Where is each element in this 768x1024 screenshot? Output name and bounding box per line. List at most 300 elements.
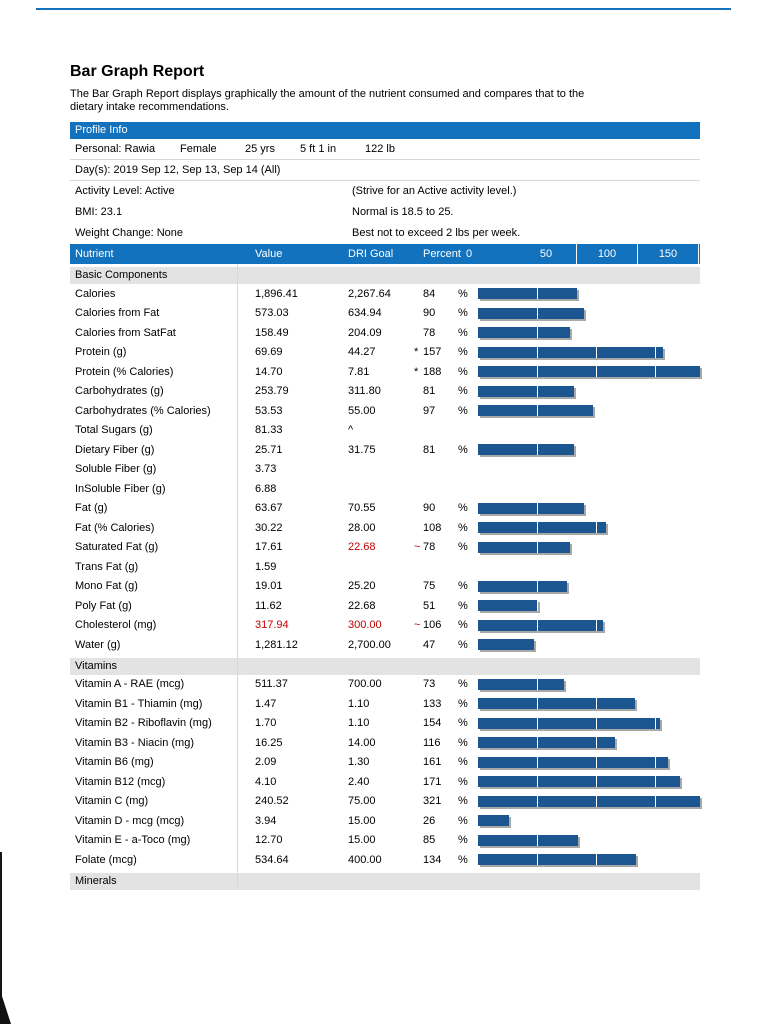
percent-value: 51: [423, 599, 436, 612]
bar-tick-100: [596, 698, 597, 709]
bar-cell: [458, 444, 700, 456]
profile-height: 5 ft 1 in: [300, 143, 337, 155]
nutrient-name: Calories from Fat: [75, 307, 160, 320]
bar-tick-100: [596, 347, 597, 358]
section-header: [70, 267, 700, 284]
percent-cell: [410, 346, 458, 358]
percent-sign: %: [458, 795, 468, 808]
nutrient-goal: 15.00: [348, 834, 376, 847]
nutrient-name: Soluble Fiber (g): [75, 463, 157, 476]
percent-bar: [478, 639, 534, 650]
table-row: [70, 772, 700, 792]
bar-track: [478, 698, 700, 709]
table-row: [70, 343, 700, 363]
percent-flag: [414, 385, 423, 397]
percent-value: 106: [423, 619, 442, 632]
bar-track: [478, 366, 700, 377]
nutrient-name: Vitamin B2 - Riboflavin (mg): [75, 717, 212, 730]
percent-sign: %: [458, 580, 468, 593]
weight-change-note: Best not to exceed 2 lbs per week.: [352, 227, 521, 239]
percent-value: 161: [423, 756, 442, 769]
percent-bar: [478, 522, 606, 533]
bar-tick-50: [537, 698, 538, 709]
nutrient-name: Carbohydrates (g): [75, 385, 164, 398]
percent-cell: [410, 522, 458, 534]
percent-sign: %: [458, 307, 468, 320]
percent-flag: [414, 307, 423, 319]
nutrient-value: 4.10: [255, 775, 277, 788]
bar-tick-100: [596, 757, 597, 768]
percent-sign: %: [458, 853, 468, 866]
table-row: [70, 831, 700, 851]
percent-bar: [478, 308, 584, 319]
table-row: [70, 362, 700, 382]
table-row: [70, 538, 700, 558]
nutrient-name: Vitamin D - mcg (mcg): [75, 814, 185, 827]
bar-tick-100: [596, 854, 597, 865]
bar-cell: [458, 737, 700, 749]
percent-sign: %: [458, 717, 468, 730]
table-row: [70, 284, 700, 304]
nutrient-value: 14.70: [255, 365, 283, 378]
bar-tick-100: [596, 522, 597, 533]
percent-cell: [410, 698, 458, 710]
percent-cell: [410, 307, 458, 319]
bar-cell: [458, 580, 700, 592]
percent-flag: [414, 502, 423, 514]
nutrient-goal: 22.68: [348, 599, 376, 612]
nutrient-value: 1.70: [255, 717, 277, 730]
percent-sign: %: [458, 599, 468, 612]
bar-cell: [458, 307, 700, 319]
column-separator: [237, 264, 238, 890]
section-header: [70, 873, 700, 890]
weight-change: Weight Change: None: [75, 227, 184, 239]
table-row: [70, 596, 700, 616]
nutrient-name: Carbohydrates (% Calories): [75, 404, 211, 417]
table-body: [70, 267, 700, 890]
percent-flag: [414, 327, 423, 339]
bar-tick-50: [537, 581, 538, 592]
percent-flag: *: [414, 365, 419, 378]
bar-tick-50: [537, 737, 538, 748]
nutrient-name: Dietary Fiber (g): [75, 443, 155, 456]
nutrient-goal: 1.10: [348, 697, 370, 710]
table-row: [70, 850, 700, 870]
percent-flag: [414, 600, 423, 612]
bar-cell: [458, 619, 700, 631]
nutrient-goal: 44.27: [348, 346, 376, 359]
percent-cell: [410, 385, 458, 397]
bar-track: [478, 327, 700, 338]
percent-flag: [414, 580, 423, 592]
profile-name: Personal: Rawia: [75, 143, 156, 155]
percent-flag: [414, 639, 423, 651]
percent-flag: [414, 756, 423, 768]
bar-track: [478, 718, 700, 729]
bar-tick-150: [655, 366, 656, 377]
activity-note: (Strive for an Active activity level.): [352, 185, 517, 197]
bar-cell: [458, 327, 700, 339]
nutrient-goal: 2,267.64: [348, 287, 391, 300]
nutrient-name: Calories from SatFat: [75, 326, 176, 339]
nutrient-name: Vitamin C (mg): [75, 795, 149, 808]
bar-tick-50: [537, 776, 538, 787]
nutrient-name: Saturated Fat (g): [75, 541, 159, 554]
percent-bar: [478, 815, 509, 826]
nutrient-name: InSoluble Fiber (g): [75, 482, 166, 495]
nutrient-name: Protein (g): [75, 346, 127, 359]
profile-weight: 122 lb: [365, 143, 395, 155]
percent-bar: [478, 366, 700, 377]
bar-track: [478, 522, 700, 533]
percent-sign: %: [458, 365, 468, 378]
bar-tick-100: [596, 737, 597, 748]
percent-bar: [478, 718, 660, 729]
bar-cell: [458, 834, 700, 846]
percent-flag: [414, 854, 423, 866]
nutrient-goal: 31.75: [348, 443, 376, 456]
scale-cells: [516, 244, 699, 264]
profile-bmi-row: [70, 202, 700, 223]
table-row: [70, 675, 700, 695]
nutrient-value: 158.49: [255, 326, 289, 339]
percent-value: 73: [423, 678, 436, 691]
bar-track: [478, 679, 700, 690]
bar-cell: [458, 600, 700, 612]
nutrient-name: Vitamin A - RAE (mcg): [75, 678, 185, 691]
table-row: [70, 635, 700, 655]
percent-value: 81: [423, 385, 436, 398]
bar-track: [478, 620, 700, 631]
percent-flag: *: [414, 346, 419, 359]
bar-cell: [458, 346, 700, 358]
bar-tick-50: [537, 600, 538, 611]
bar-tick-50: [537, 405, 538, 416]
bar-tick-150: [655, 347, 656, 358]
nutrient-goal: 400.00: [348, 853, 382, 866]
percent-cell: [410, 834, 458, 846]
percent-sign: %: [458, 638, 468, 651]
nutrient-value: 317.94: [255, 619, 289, 632]
nutrient-value: 511.37: [255, 678, 288, 691]
percent-cell: [410, 580, 458, 592]
percent-value: 97: [423, 404, 436, 417]
bar-cell: [458, 385, 700, 397]
scale-label-100: 100: [577, 244, 638, 264]
percent-cell: [410, 600, 458, 612]
profile-activity-row: [70, 181, 700, 202]
percent-value: 154: [423, 717, 442, 730]
nutrient-goal: 2.40: [348, 775, 370, 788]
percent-cell: [410, 327, 458, 339]
profile-days-row: [70, 160, 700, 181]
table-row: [70, 694, 700, 714]
nutrient-value: 1.47: [255, 697, 277, 710]
percent-value: 26: [423, 814, 436, 827]
table-row: [70, 323, 700, 343]
percent-bar: [478, 620, 603, 631]
percent-bar: [478, 405, 593, 416]
percent-flag: ~: [414, 541, 421, 554]
percent-value: 116: [423, 736, 441, 749]
percent-bar: [478, 796, 700, 807]
bar-track: [478, 405, 700, 416]
percent-flag: [414, 717, 423, 729]
nutrient-value: 573.03: [255, 307, 289, 320]
percent-value: 75: [423, 580, 436, 593]
nutrient-value: 2.09: [255, 756, 277, 769]
percent-sign: %: [458, 697, 468, 710]
percent-cell: [410, 502, 458, 514]
nutrient-name: Calories: [75, 287, 116, 300]
percent-value: 134: [423, 853, 442, 866]
section-label: Minerals: [75, 874, 117, 887]
bar-track: [478, 308, 700, 319]
percent-bar: [478, 444, 574, 455]
scan-artifact-wedge: [0, 990, 11, 1024]
bar-tick-50: [537, 757, 538, 768]
nutrient-goal: 311.80: [348, 385, 381, 398]
nutrient-name: Mono Fat (g): [75, 580, 138, 593]
bar-track: [478, 542, 700, 553]
bar-cell: [458, 854, 700, 866]
percent-sign: %: [458, 443, 468, 456]
percent-bar: [478, 600, 538, 611]
nutrient-goal: 1.10: [348, 717, 370, 730]
nutrient-goal: 15.00: [348, 814, 376, 827]
bar-track: [478, 503, 700, 514]
percent-bar: [478, 835, 578, 846]
nutrient-goal: 204.09: [348, 326, 382, 339]
bar-track: [478, 757, 700, 768]
bar-tick-50: [537, 796, 538, 807]
table-row: [70, 557, 700, 577]
bar-tick-100: [596, 620, 597, 631]
percent-value: 108: [423, 521, 442, 534]
nutrient-value: 63.67: [255, 502, 283, 515]
percent-sign: %: [458, 736, 468, 749]
nutrient-value: 69.69: [255, 346, 283, 359]
percent-flag: [414, 698, 423, 710]
bar-track: [478, 796, 700, 807]
bar-cell: [458, 698, 700, 710]
percent-flag: [414, 737, 423, 749]
header-value: Value: [255, 248, 283, 260]
nutrient-goal: 28.00: [348, 521, 376, 534]
bar-track: [478, 776, 700, 787]
profile-age: 25 yrs: [245, 143, 275, 155]
bar-tick-50: [537, 835, 538, 846]
nutrient-goal: 70.55: [348, 502, 376, 515]
section-header: [70, 658, 700, 675]
bar-tick-100: [596, 366, 597, 377]
nutrient-name: Vitamin B6 (mg): [75, 756, 154, 769]
profile-sex: Female: [180, 143, 217, 155]
percent-cell: [410, 678, 458, 690]
percent-value: 133: [423, 697, 442, 710]
scale-label-0: 0: [466, 248, 473, 260]
bar-track: [478, 737, 700, 748]
profile-weight-change-row: [70, 223, 700, 244]
nutrient-value: 1,896.41: [255, 287, 298, 300]
nutrient-goal: 2,700.00: [348, 638, 391, 651]
bar-tick-50: [537, 620, 538, 631]
table-row: [70, 382, 700, 402]
section-label: Vitamins: [75, 659, 117, 672]
percent-cell: [410, 854, 458, 866]
table-row: [70, 440, 700, 460]
bar-cell: [458, 776, 700, 788]
percent-cell: [410, 366, 458, 378]
header-percent: Percent: [423, 248, 461, 260]
bmi-note: Normal is 18.5 to 25.: [352, 206, 454, 218]
bar-tick-100: [596, 796, 597, 807]
percent-value: 90: [423, 502, 436, 515]
percent-flag: [414, 795, 423, 807]
nutrient-goal: ^: [348, 424, 354, 437]
percent-sign: %: [458, 502, 468, 515]
nutrient-value: 3.73: [255, 463, 277, 476]
bar-track: [478, 444, 700, 455]
percent-value: 81: [423, 443, 436, 456]
table-row: [70, 421, 700, 441]
percent-sign: %: [458, 814, 468, 827]
bar-tick-50: [537, 444, 538, 455]
bar-tick-150: [655, 718, 656, 729]
bmi-value: BMI: 23.1: [75, 206, 123, 218]
bar-tick-150: [655, 757, 656, 768]
percent-bar: [478, 542, 570, 553]
percent-cell: [410, 756, 458, 768]
table-row: [70, 577, 700, 597]
percent-cell: [410, 639, 458, 651]
percent-flag: [414, 444, 423, 456]
table-row: [70, 460, 700, 480]
bar-cell: [458, 678, 700, 690]
percent-bar: [478, 698, 635, 709]
percent-value: 321: [423, 795, 442, 808]
bar-cell: [458, 541, 700, 553]
report-content: [70, 58, 700, 890]
scale-label-50: 50: [516, 244, 577, 264]
percent-value: 171: [423, 775, 442, 788]
bar-tick-150: [655, 796, 656, 807]
nutrient-name: Fat (% Calories): [75, 521, 155, 534]
nutrient-goal: 7.81: [348, 365, 370, 378]
bar-cell: [458, 366, 700, 378]
percent-sign: %: [458, 326, 468, 339]
bar-tick-50: [537, 854, 538, 865]
percent-flag: ~: [414, 619, 421, 632]
percent-value: 47: [423, 638, 436, 651]
percent-cell: [410, 541, 458, 553]
bar-tick-50: [537, 542, 538, 553]
bar-cell: [458, 425, 700, 436]
percent-bar: [478, 347, 663, 358]
percent-value: 85: [423, 834, 436, 847]
nutrient-value: 1.59: [255, 560, 277, 573]
activity-level: Activity Level: Active: [75, 185, 175, 197]
table-row: [70, 733, 700, 753]
nutrient-value: 11.62: [255, 599, 282, 612]
percent-sign: %: [458, 678, 468, 691]
bar-cell: [458, 464, 700, 475]
percent-value: 157: [423, 346, 442, 359]
percent-flag: [414, 815, 423, 827]
bar-track: [478, 854, 700, 865]
bar-track: [478, 835, 700, 846]
bar-cell: [458, 815, 700, 827]
table-row: [70, 518, 700, 538]
percent-flag: [414, 288, 423, 300]
percent-cell: [410, 815, 458, 827]
nutrient-name: Folate (mcg): [75, 853, 137, 866]
percent-sign: %: [458, 287, 468, 300]
percent-bar: [478, 327, 570, 338]
percent-value: 78: [423, 326, 436, 339]
bar-cell: [458, 522, 700, 534]
percent-value: 78: [423, 541, 436, 554]
bar-track: [478, 639, 700, 650]
nutrient-name: Water (g): [75, 638, 121, 651]
bar-tick-50: [537, 366, 538, 377]
nutrient-value: 81.33: [255, 424, 283, 437]
table-row: [70, 753, 700, 773]
nutrient-value: 19.01: [255, 580, 283, 593]
percent-value: 90: [423, 307, 436, 320]
nutrient-goal: 75.00: [348, 795, 376, 808]
percent-flag: [414, 405, 423, 417]
nutrient-goal: 700.00: [348, 678, 382, 691]
percent-bar: [478, 854, 636, 865]
table-row: [70, 714, 700, 734]
header-scale: [458, 244, 700, 264]
percent-cell: [410, 795, 458, 807]
percent-sign: %: [458, 756, 468, 769]
bar-cell: [458, 288, 700, 300]
nutrient-name: Vitamin B3 - Niacin (mg): [75, 736, 194, 749]
percent-sign: %: [458, 385, 468, 398]
page-title: Bar Graph Report: [70, 63, 205, 80]
percent-bar: [478, 757, 668, 768]
table-row: [70, 499, 700, 519]
percent-bar: [478, 503, 584, 514]
bar-tick-150: [655, 776, 656, 787]
percent-bar: [478, 581, 567, 592]
percent-value: 188: [423, 365, 442, 378]
nutrient-value: 534.64: [255, 853, 289, 866]
report-description: The Bar Graph Report displays graphically the amount of the nutrient consumed and compares that to the dietary intake recommendations.: [70, 88, 585, 113]
bar-tick-50: [537, 327, 538, 338]
nutrient-value: 30.22: [255, 521, 283, 534]
percent-bar: [478, 737, 615, 748]
nutrient-name: Total Sugars (g): [75, 424, 153, 437]
nutrient-value: 12.70: [255, 834, 283, 847]
percent-sign: %: [458, 834, 468, 847]
percent-cell: [410, 737, 458, 749]
nutrient-value: 6.88: [255, 482, 277, 495]
nutrient-name: Vitamin E - a-Toco (mg): [75, 834, 191, 847]
table-row: [70, 479, 700, 499]
bar-cell: [458, 502, 700, 514]
bar-tick-50: [537, 347, 538, 358]
percent-sign: %: [458, 541, 468, 554]
percent-flag: [414, 834, 423, 846]
page-top-rule: [36, 8, 731, 10]
nutrient-value: 25.71: [255, 443, 283, 456]
scale-label-150: 150: [638, 244, 699, 264]
